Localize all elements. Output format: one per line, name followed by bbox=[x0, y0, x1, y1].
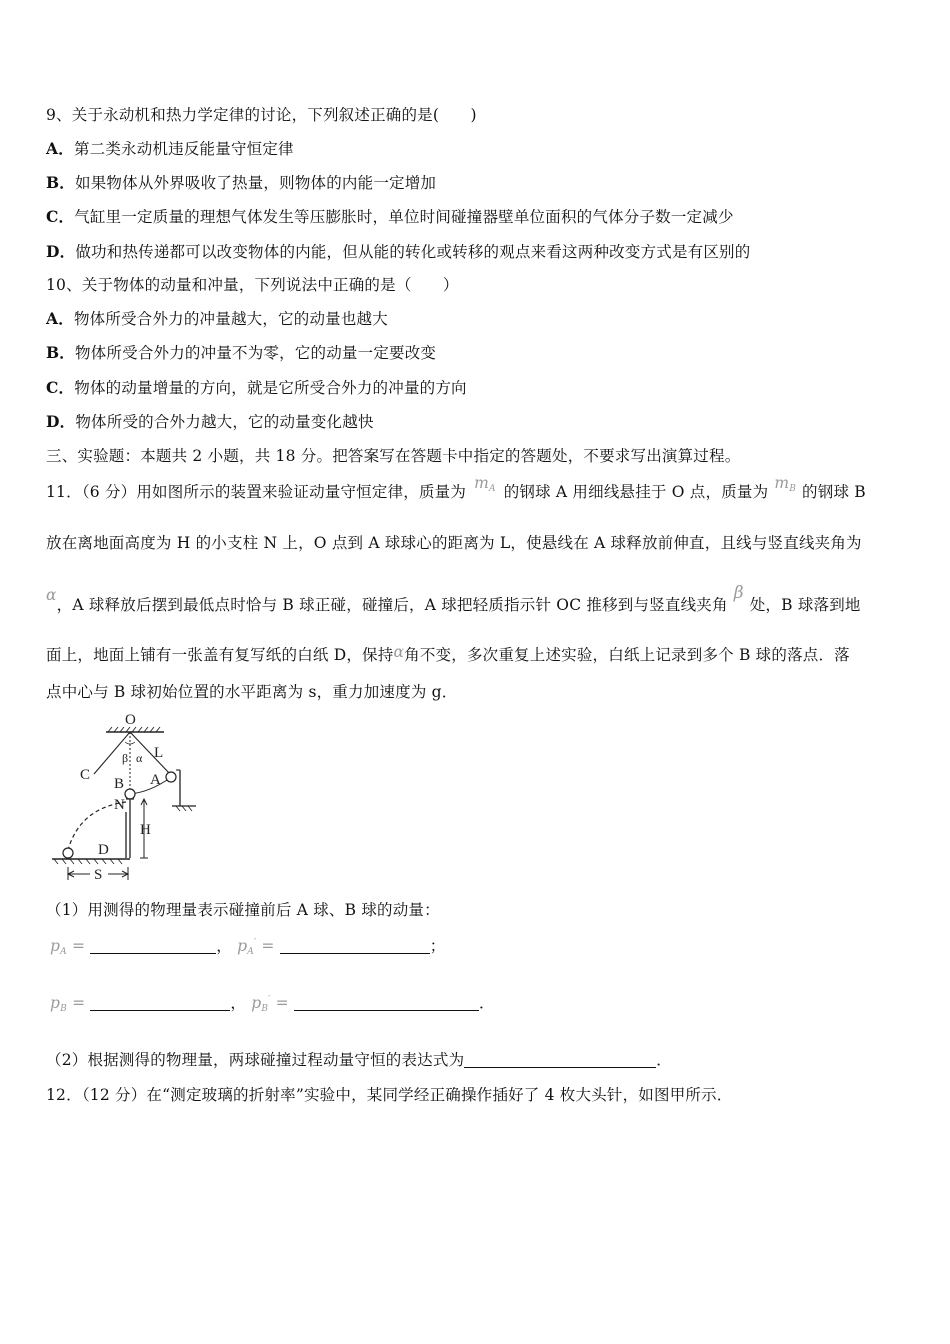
equals-sign: = bbox=[275, 994, 289, 1012]
q10-stem: 10、关于物体的动量和冲量，下列说法中正确的是（ ） bbox=[46, 276, 459, 294]
section-3-heading: 三、实验题：本题共 2 小题，共 18 分。把答案写在答题卡中指定的答题处，不要求写出演算过程。 bbox=[46, 447, 741, 465]
option-text: 如果物体从外界吸收了热量，则物体的内能一定增加 bbox=[75, 174, 437, 192]
q9-option-a bbox=[46, 137, 294, 159]
label-s: S bbox=[94, 867, 103, 883]
alpha-symbol: α bbox=[393, 643, 405, 661]
q9-option-c bbox=[46, 205, 734, 227]
momentum-symbol: $p_A$ bbox=[50, 937, 67, 957]
q11-text: 11．（6 分）用如图所示的装置来验证动量守恒定律，质量为 bbox=[46, 483, 467, 501]
q11-text: 处，B 球落到地 bbox=[749, 596, 861, 614]
q11-line-1 bbox=[46, 474, 866, 503]
option-text: 做功和热传递都可以改变物体的内能，但从能的转化或转移的观点来看这两种改变方式是有区别的 bbox=[75, 243, 751, 261]
ball-b bbox=[125, 789, 135, 799]
q11-sub1: （1）用测得的物理量表示碰撞前后 A 球、B 球的动量： bbox=[46, 901, 440, 919]
answer-blank-pa[interactable] bbox=[90, 939, 216, 954]
pendulum-apparatus-diagram bbox=[50, 712, 210, 884]
q11-line-5: 点中心与 B 球初始位置的水平距离为 s，重力加速度为 g． bbox=[46, 683, 458, 701]
q9-stem: 9、关于永动机和热力学定律的讨论，下列叙述正确的是( ) bbox=[46, 106, 477, 124]
label-b: B bbox=[114, 776, 125, 792]
momentum-symbol: $p_A'$ bbox=[237, 937, 257, 957]
momentum-row-a: $p_A$ = ， $p_A'$ = ； bbox=[50, 937, 446, 957]
q11-text: 的钢球 A 用细线悬挂于 O 点，质量为 bbox=[503, 483, 769, 501]
q11-line-3 bbox=[46, 583, 861, 615]
angle-arc bbox=[125, 742, 135, 744]
equals-sign: = bbox=[72, 994, 86, 1012]
q10-option-d bbox=[46, 410, 374, 432]
q10-option-c bbox=[46, 376, 467, 398]
option-text: 物体所受合外力的冲量越大，它的动量也越大 bbox=[73, 310, 388, 328]
label-beta: β bbox=[122, 751, 129, 765]
momentum-row-b: $p_B$ = ， $p_B'$ = ． bbox=[50, 994, 495, 1014]
option-key: B． bbox=[46, 173, 76, 192]
q10-option-b bbox=[46, 341, 436, 363]
option-key: A． bbox=[46, 139, 74, 158]
q11-line-4 bbox=[46, 643, 850, 665]
answer-blank-pa-prime[interactable] bbox=[280, 939, 430, 954]
answer-blank-pb-prime[interactable] bbox=[294, 996, 479, 1011]
label-d: D bbox=[98, 842, 109, 858]
label-l: L bbox=[154, 745, 164, 761]
q11-text: 面上，地面上铺有一张盖有复写纸的白纸 D，保持 bbox=[46, 646, 394, 664]
mass-b-symbol: $m_B$ bbox=[774, 474, 797, 494]
option-text: 第二类永动机违反能量守恒定律 bbox=[73, 140, 294, 158]
ball-a bbox=[166, 772, 176, 782]
q9-option-b bbox=[46, 171, 436, 193]
q10-option-a bbox=[46, 307, 388, 329]
option-text: 物体所受的合外力越大，它的动量变化越快 bbox=[75, 413, 374, 431]
q11-text: ，A 球释放后摆到最低点时恰与 B 球正碰，碰撞后，A 球把轻质指示针 OC 推移到与竖直线夹角 bbox=[56, 596, 728, 614]
option-key: B． bbox=[46, 343, 76, 362]
equals-sign: = bbox=[261, 937, 275, 955]
equals-sign: = bbox=[71, 937, 86, 955]
q11-line-2: 放在离地面高度为 H 的小支柱 N 上，O 点到 A 球球心的距离为 L，使悬线在 A 球释放前伸直，且线与竖直线夹角为 bbox=[46, 534, 862, 552]
q11-text: 角不变，多次重复上述实验，白纸上记录到多个 B 球的落点．落 bbox=[404, 646, 850, 664]
option-key: C． bbox=[46, 378, 75, 397]
label-n: N bbox=[114, 797, 125, 813]
label-h: H bbox=[140, 822, 151, 838]
answer-blank-pb[interactable] bbox=[90, 996, 230, 1011]
option-text: 物体的动量增量的方向，就是它所受合外力的冲量的方向 bbox=[74, 379, 467, 397]
option-key: D． bbox=[46, 412, 76, 431]
option-key: A． bbox=[46, 309, 74, 328]
label-a: A bbox=[150, 772, 161, 788]
option-text: 物体所受合外力的冲量不为零，它的动量一定要改变 bbox=[75, 344, 437, 362]
alpha-symbol: α bbox=[46, 586, 57, 604]
label-c: C bbox=[80, 767, 91, 783]
landing-ball bbox=[63, 848, 73, 858]
q9-option-d bbox=[46, 240, 750, 262]
mass-a-symbol: $m_A$ bbox=[474, 474, 496, 494]
q11-sub2: （2）根据测得的物理量，两球碰撞过程动量守恒的表达式为 ． bbox=[46, 1051, 672, 1069]
label-alpha: α bbox=[136, 751, 143, 765]
beta-symbol: β bbox=[733, 583, 744, 603]
momentum-symbol: $p_B$ bbox=[50, 994, 67, 1014]
q12-stem: 12．（12 分）在“测定玻璃的折射率”实验中，某同学经正确操作插好了 4 枚大头针，如图甲所示． bbox=[46, 1086, 733, 1104]
q11-text: 的钢球 B bbox=[802, 483, 866, 501]
option-key: C． bbox=[46, 207, 75, 226]
answer-blank-conservation[interactable] bbox=[464, 1053, 656, 1068]
label-o: O bbox=[125, 712, 136, 728]
option-key: D． bbox=[46, 242, 76, 261]
option-text: 气缸里一定质量的理想气体发生等压膨胀时，单位时间碰撞器壁单位面积的气体分子数一定减少 bbox=[74, 208, 734, 226]
momentum-symbol: $p_B'$ bbox=[251, 994, 271, 1014]
